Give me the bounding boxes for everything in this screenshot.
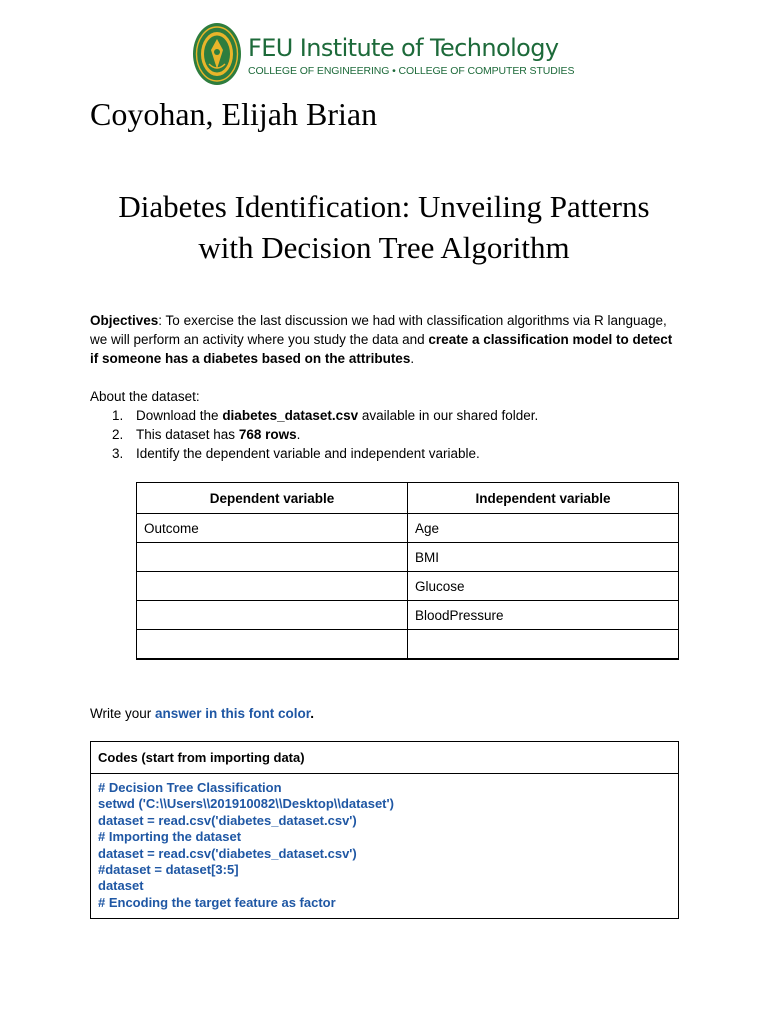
answer-instruction: Write your answer in this font color.: [90, 706, 315, 721]
feu-tech-seal-icon: [192, 22, 242, 86]
table-cell: [408, 630, 679, 659]
objectives-end: .: [410, 351, 415, 366]
dependent-variable-header: Dependent variable: [137, 483, 408, 514]
code-lines: [91, 774, 678, 911]
table-row: [137, 630, 679, 659]
institution-header: [192, 20, 575, 88]
variables-table: [136, 482, 679, 660]
code-line: # Importing the dataset: [98, 829, 242, 845]
table-cell: [137, 543, 408, 572]
table-row: [137, 572, 679, 601]
table-cell: Glucose: [408, 572, 679, 601]
table-cell: Age: [408, 514, 679, 543]
code-line: # Encoding the target feature as factor: [98, 894, 336, 910]
table-row: [137, 543, 679, 572]
code-line: dataset = read.csv('diabetes_dataset.csv'): [98, 845, 357, 861]
title-line-1: Diabetes Identification: Unveiling Patterns: [118, 189, 650, 224]
table-cell: [137, 572, 408, 601]
title-line-2: with Decision Tree Algorithm: [198, 230, 570, 265]
table-row: [137, 514, 679, 543]
table-cell: [137, 601, 408, 630]
code-line: dataset = read.csv('diabetes_dataset.csv'): [98, 812, 357, 828]
codes-header: Codes (start from importing data): [91, 742, 678, 774]
list-item: 3. Identify the dependent variable and independent variable.: [112, 446, 480, 461]
document-title: [90, 186, 678, 268]
student-name: Coyohan, Elijah Brian: [90, 96, 378, 132]
codes-box: [90, 741, 679, 919]
code-line: setwd ('C:\\Users\\201910082\\Desktop\\dataset'): [98, 796, 394, 812]
objectives-label: Objectives: [90, 313, 159, 328]
table-cell: BMI: [408, 543, 679, 572]
table-cell: BloodPressure: [408, 601, 679, 630]
college-names: COLLEGE OF ENGINEERING • COLLEGE OF COMPUTER STUDIES: [248, 65, 575, 77]
code-line: dataset: [98, 878, 144, 894]
about-heading: About the dataset:: [90, 389, 200, 404]
answer-color-sample: answer in this font color: [155, 706, 311, 721]
table-cell: [137, 630, 408, 659]
dataset-steps-list: [90, 406, 538, 463]
table-cell: Outcome: [137, 514, 408, 543]
objectives-highlight: create a classification model to detect if someone has a diabetes based on the attributes: [90, 332, 673, 366]
code-line: #dataset = dataset[3:5]: [98, 862, 239, 878]
table-row: [137, 601, 679, 630]
code-line: # Decision Tree Classification: [98, 780, 282, 795]
list-item: 2. This dataset has 768 rows.: [112, 427, 301, 442]
objectives-text: : To exercise the last discussion we had with classification algorithms via R language, we will perform an activity where you study the data and: [90, 313, 667, 347]
list-item: 1. Download the diabetes_dataset.csv available in our shared folder.: [112, 408, 539, 423]
objectives-paragraph: [90, 311, 678, 368]
table-header-row: [137, 483, 679, 514]
institution-name: FEU Institute of Technology: [248, 34, 559, 62]
independent-variable-header: Independent variable: [408, 483, 679, 514]
